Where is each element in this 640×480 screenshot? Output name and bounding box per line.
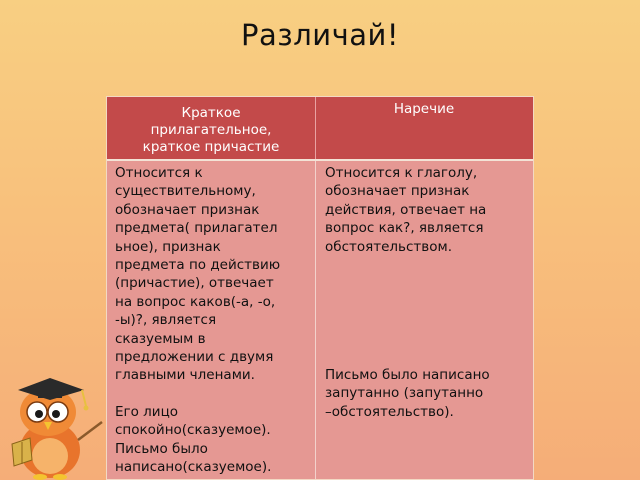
adjective-example-2: Письмо было написано(сказуемое).	[115, 440, 272, 476]
header-short-adjective: Краткое прилагательное, краткое причастие	[142, 105, 280, 155]
header-divider	[315, 97, 316, 159]
spacer	[325, 256, 528, 366]
comparison-table	[106, 96, 534, 480]
adjective-example-1: Его лицо спокойно(сказуемое).	[115, 403, 271, 439]
spacer	[115, 385, 309, 403]
slide-title: Различай!	[241, 18, 399, 52]
adverb-example: Письмо было написано запутанно (запутанно –обстоятельство).	[325, 367, 490, 420]
adverb-definition: Относится к глаголу, обозначает признак действия, отвечает на вопрос как?, является обстоятельством.	[325, 165, 487, 255]
cell-adverb	[316, 161, 534, 480]
table-header-row	[107, 97, 533, 159]
header-adverb: Наречие	[393, 101, 455, 117]
cell-short-adjective	[107, 161, 315, 480]
owl-teacher-icon	[0, 360, 110, 480]
adjective-definition: Относится к существительному, обозначает признак предмета( прилагател ьное), признак предмета по действию (причастие), отвечает на вопрос каков(-а, -о, -ы)?, является сказуемым в предложении с двумя главными членами.	[115, 165, 281, 384]
